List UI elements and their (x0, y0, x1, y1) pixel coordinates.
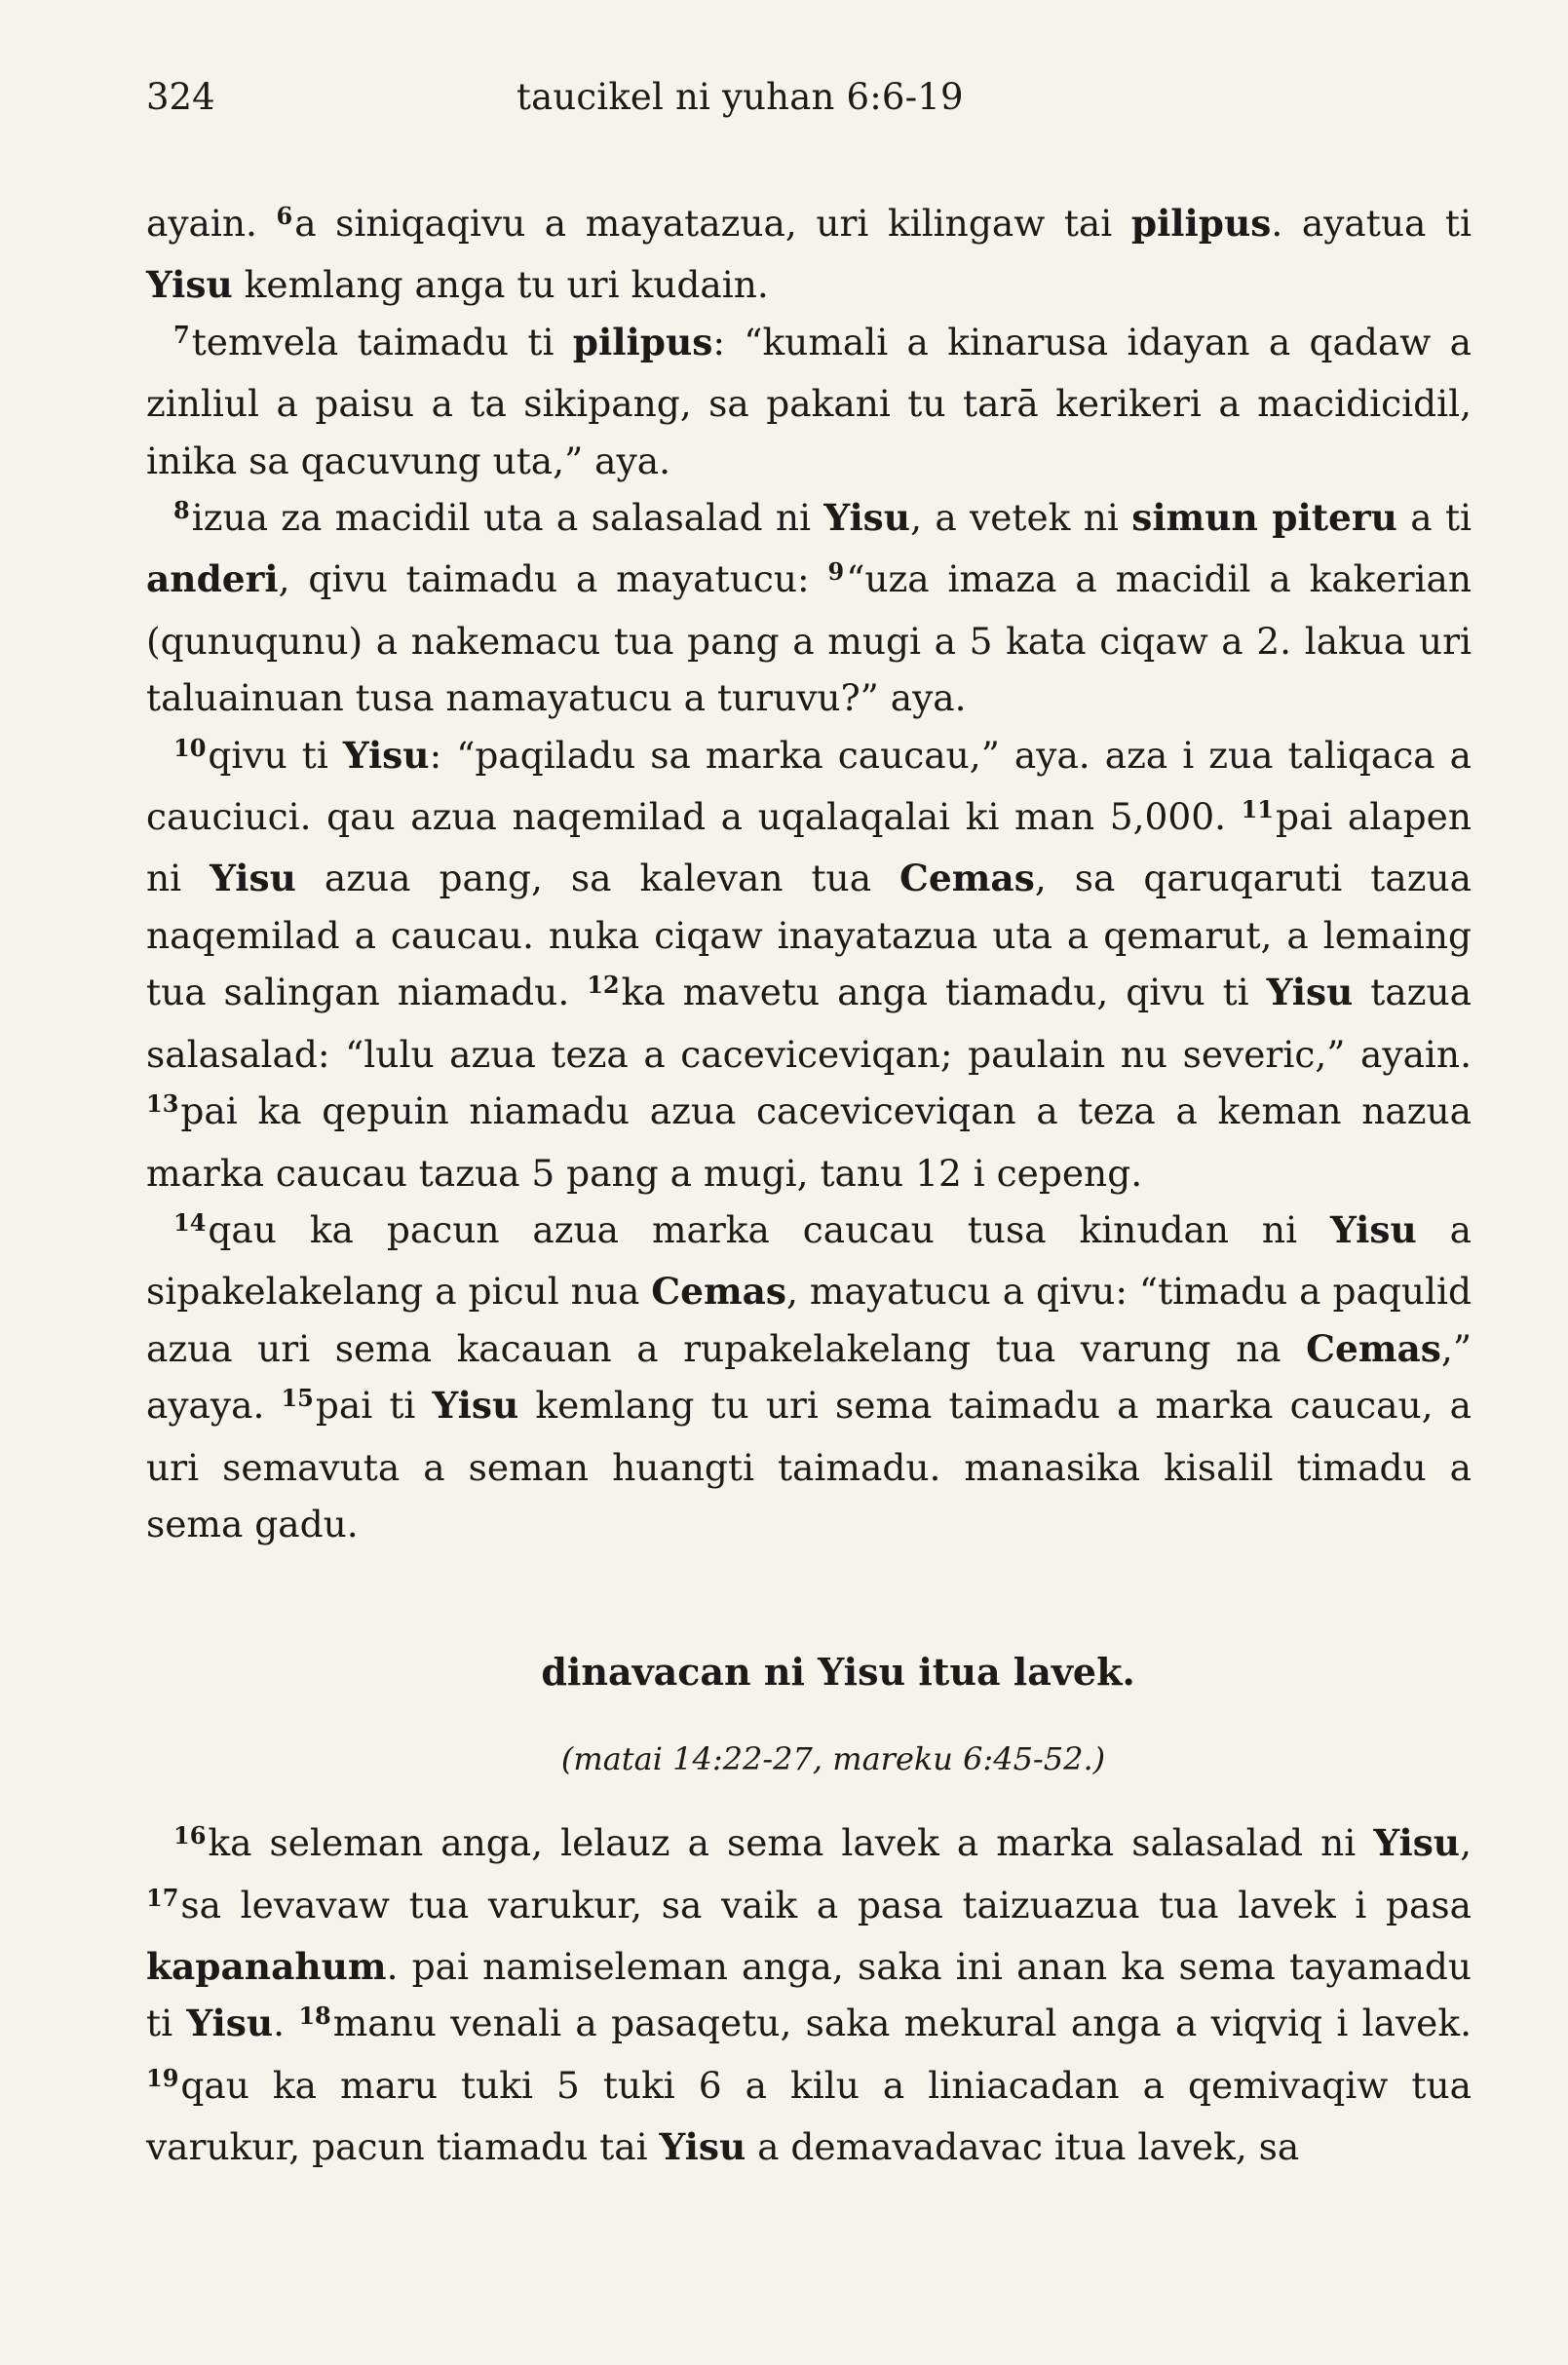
verse-number: 11 (1241, 795, 1274, 824)
text-run: a demavadavac itua lavek, sa (746, 2125, 1300, 2169)
verse-number: 16 (173, 1821, 207, 1850)
text-run: ayain. (146, 202, 277, 245)
verse-number: 6 (276, 202, 293, 230)
text-run: qau ka pacun azua marka caucau tusa kinudan ni (208, 1207, 1330, 1251)
text-run: ,” ayaya. (146, 1326, 1472, 1428)
proper-name: Yisu (823, 496, 911, 540)
section-heading: dinavacan ni Yisu itua lavek. (541, 1650, 1135, 1695)
body-text (146, 195, 1472, 2176)
text-run: , (1460, 1821, 1472, 1865)
verse-number: 17 (146, 1883, 179, 1912)
text-run: qau ka maru tuki 5 tuki 6 a kilu a liniacadan a qemivaqiw tua varukur, pacun tiamadu tai (146, 2063, 1472, 2169)
text-run: manu venali a pasaqetu, saka mekural anga a viqviq i lavek. (332, 2002, 1472, 2045)
text-run: , qivu taimadu a mayatucu: (278, 557, 828, 601)
verse-number: 8 (173, 496, 190, 525)
proper-name: Yisu (186, 2002, 274, 2045)
verse-number: 10 (173, 733, 207, 762)
verse-number: 13 (146, 1089, 179, 1119)
text-run: tazua salasalad: “lulu azua teza a caceviceviqan; paulain nu severic,” ayain. (146, 971, 1472, 1076)
text-run: pai ka qepuin niamadu azua caceviceviqan a teza a keman nazua marka caucau tazua 5 pang a mugi, tanu 12 i cepeng. (146, 1089, 1472, 1195)
text-run: ka seleman anga, lelauz a sema lavek a marka salasalad ni (208, 1821, 1374, 1865)
text-run: qivu ti (208, 733, 343, 777)
text-run: a siniqaqivu a mayatazua, uri kilingaw tai (294, 202, 1131, 245)
page-number: 324 (146, 76, 215, 118)
text-run: . pai namiseleman anga, saka ini anan ka sema tayamadu ti (146, 1944, 1472, 2045)
verse-number: 9 (827, 557, 845, 587)
paragraph (146, 1202, 1472, 1552)
paragraph (146, 314, 1472, 489)
text-run: a ti (1396, 496, 1472, 540)
running-head (146, 76, 1472, 136)
verse-number: 14 (173, 1207, 207, 1237)
verse-number: 15 (281, 1384, 314, 1413)
text-run: kemlang tu uri sema taimadu a marka caucau, a uri semavuta a seman huangti taimadu. manasika kisalil timadu a sema gadu. (146, 1384, 1472, 1545)
text-run: , mayatucu a qivu: “timadu a paqulid azua uri sema kacauan a rupakelakelang tua varung na (146, 1270, 1472, 1370)
text-run: : “kumali a kinarusa idayan a qadaw a zinliul a paisu a ta sikipang, sa pakani tu tarā kerikeri a macidicidil, inika sa qacuvung uta,” aya. (146, 320, 1472, 482)
proper-name: Yisu (342, 733, 430, 777)
text-run: izua za macidil uta a salasalad ni (191, 496, 824, 540)
running-head-title: taucikel ni yuhan 6:6-19 (516, 76, 964, 118)
paragraph (146, 195, 1472, 314)
text-run: . (273, 2002, 299, 2045)
text-run: kemlang anga tu uri kudain. (232, 263, 769, 307)
verse-number: 7 (173, 320, 190, 349)
text-run: : “paqiladu sa marka caucau,” aya. aza i zua taliqaca a cauciuci. qau azua naqemilad a uqalaqalai ki man 5,000. (146, 733, 1472, 839)
paragraph (146, 727, 1472, 1202)
cross-reference: (matai 14:22-27, mareku 6:45-52.) (560, 1739, 1106, 1777)
proper-name: simun piteru (1131, 496, 1397, 540)
proper-name: Cemas (651, 1270, 787, 1314)
text-run: “uza imaza a macidil a kakerian (qunuqunu) a nakemacu tua pang a mugi a 5 kata ciqaw a 2. lakua uri taluainuan tusa namayatucu a turuvu?” aya. (146, 557, 1472, 720)
text-run: , a vetek ni (910, 496, 1132, 540)
text-run: azua pang, sa kalevan tua (295, 857, 900, 900)
proper-name: Yisu (659, 2125, 746, 2169)
proper-name: Yisu (1373, 1821, 1461, 1865)
proper-name: Yisu (210, 857, 296, 900)
verse-number: 19 (146, 2063, 179, 2092)
verse-number: 12 (587, 971, 620, 1000)
text-run: temvela taimadu ti (191, 320, 573, 363)
paragraphs-before-section (146, 195, 1472, 1552)
paragraph (146, 489, 1472, 727)
text-run: pai ti (315, 1384, 433, 1428)
proper-name: Cemas (899, 857, 1035, 900)
proper-name: anderi (146, 557, 279, 601)
paragraphs-after-section (146, 1814, 1472, 2175)
proper-name: kapanahum (146, 1944, 387, 1988)
proper-name: Yisu (1329, 1207, 1417, 1251)
proper-name: pilipus (572, 320, 713, 363)
proper-name: Yisu (1266, 971, 1354, 1014)
text-run: sa levavaw tua varukur, sa vaik a pasa taizuazua tua lavek i pasa (180, 1883, 1472, 1926)
text-run: , sa qaruqaruti tazua naqemilad a caucau. nuka ciqaw inayatazua uta a qemarut, a lemaing tua salingan niamadu. (146, 857, 1472, 1014)
verse-number: 18 (298, 2002, 331, 2031)
book-page (146, 76, 1472, 2176)
proper-name: Yisu (146, 263, 233, 307)
text-run: . ayatua ti (1271, 202, 1472, 245)
paragraph (146, 1814, 1472, 2175)
proper-name: Cemas (1306, 1326, 1441, 1370)
proper-name: Yisu (432, 1384, 519, 1428)
proper-name: pilipus (1130, 202, 1272, 245)
text-run: pai alapen ni (146, 795, 1472, 900)
text-run: ka mavetu anga tiamadu, qivu ti (621, 971, 1267, 1014)
text-run: a sipakelakelang a picul nua (146, 1207, 1472, 1314)
